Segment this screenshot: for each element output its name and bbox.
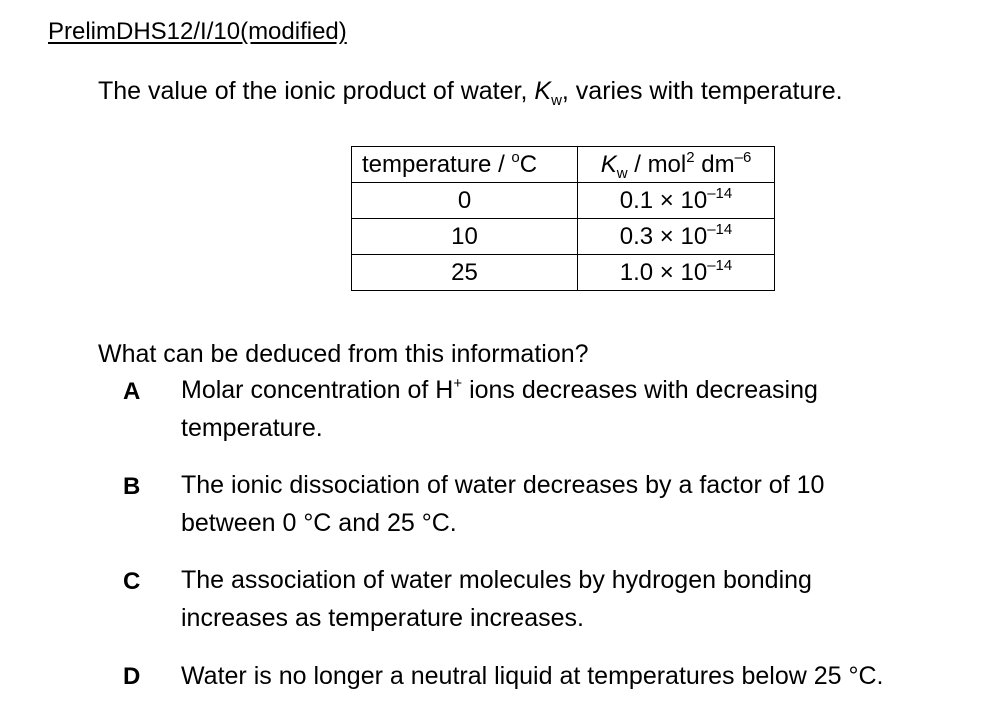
kw-symbol: K — [534, 77, 552, 105]
question-reference: PrelimDHS12/I/10(modified) — [48, 18, 347, 45]
kw-subscript: w — [551, 92, 562, 109]
option-a-letter: A — [123, 378, 141, 405]
temperature-cell: 25 — [352, 255, 578, 291]
kw-temperature-table — [351, 146, 775, 291]
option-a-line1: Molar concentration of H+ ions decreases with decreasing — [181, 375, 818, 404]
option-d-letter: D — [123, 663, 141, 690]
intro-text-post: , varies with temperature. — [561, 77, 843, 105]
option-b-text — [181, 466, 824, 542]
option-d-text — [181, 657, 884, 695]
table-header-row — [352, 147, 775, 183]
kw-cell: $1.0 \times 10^{-14}$ — [578, 255, 775, 291]
header-temperature: temperature / $^o$C — [352, 147, 578, 183]
option-c-letter: C — [123, 568, 141, 595]
kw-cell: $0.3 \times 10^{-14}$ — [578, 219, 775, 255]
table-row — [352, 183, 775, 219]
intro-text-pre: The value of the ionic product of water, — [98, 77, 535, 105]
option-c-text — [181, 561, 812, 637]
option-d-line1: Water is no longer a neutral liquid at temperatures below 25 °C. — [181, 662, 884, 690]
header-kw: $K_w / mol^2$ $dm^{-6}$ — [578, 147, 775, 183]
table-row — [352, 255, 775, 291]
option-c-line1: The association of water molecules by hydrogen bonding — [181, 566, 812, 594]
option-b-letter: B — [123, 473, 141, 500]
question-intro — [98, 76, 843, 109]
temperature-cell: 0 — [352, 183, 578, 219]
option-c-line2: increases as temperature increases. — [181, 604, 584, 632]
option-b-line1: The ionic dissociation of water decreases by a factor of 10 — [181, 471, 825, 499]
question-prompt: What can be deduced from this information? — [98, 340, 589, 368]
table-row — [352, 219, 775, 255]
temperature-cell: 10 — [352, 219, 578, 255]
kw-cell: $0.1 \times 10^{-14}$ — [578, 183, 775, 219]
option-a-line2: temperature. — [181, 414, 323, 442]
option-b-line2: between 0 °C and 25 °C. — [181, 509, 457, 537]
degree-symbol: o — [511, 148, 520, 166]
option-a-text — [181, 371, 818, 447]
